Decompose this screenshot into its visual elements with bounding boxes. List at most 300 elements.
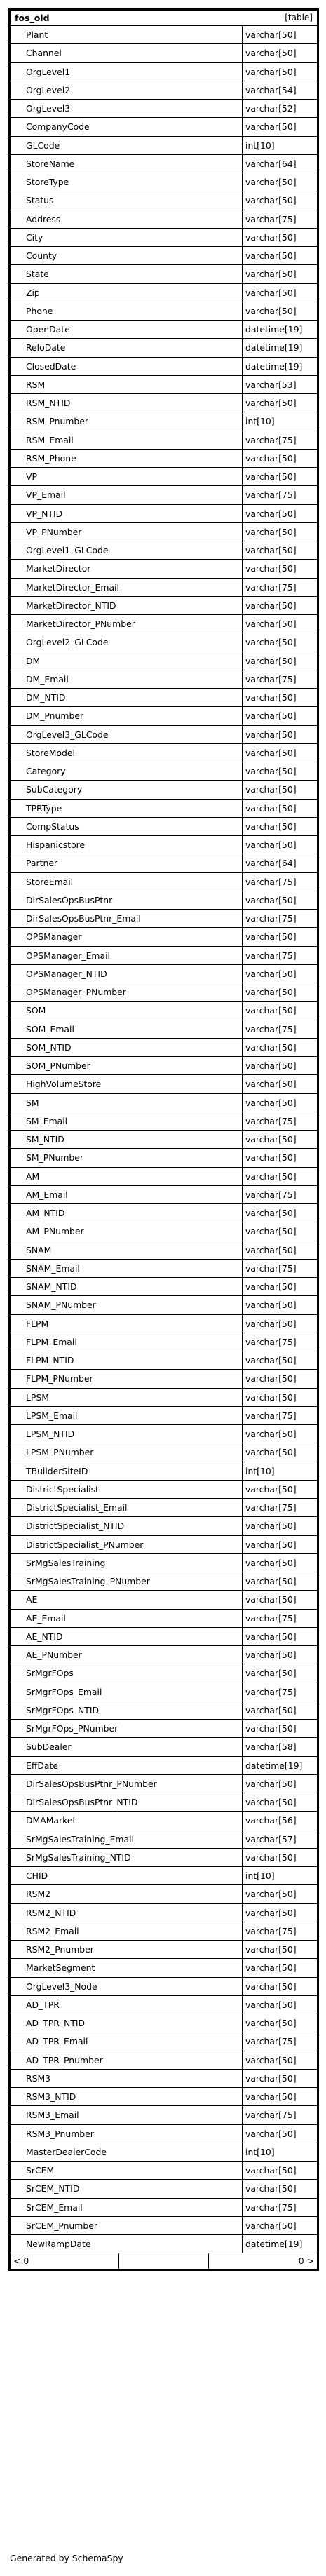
column-name[interactable]: DM: [23, 652, 243, 670]
column-row: [11, 1941, 317, 1959]
column-name[interactable]: RSM2_Pnumber: [23, 1941, 243, 1958]
column-type: varchar[50]: [245, 1576, 297, 1586]
column-type: varchar[50]: [245, 1723, 297, 1734]
column-marker: [11, 1536, 23, 1553]
column-marker: [11, 1978, 23, 1995]
column-type: varchar[50]: [245, 1539, 297, 1550]
column-name[interactable]: AD_TPR_Pnumber: [23, 2051, 243, 2069]
column-name[interactable]: RSM3_Pnumber: [23, 2125, 243, 2143]
column-marker: [11, 983, 23, 1001]
column-row: [11, 376, 317, 394]
column-name[interactable]: SOM_Email: [23, 1020, 243, 1038]
column-name[interactable]: AE: [23, 1591, 243, 1608]
column-marker: [11, 210, 23, 228]
column-row: [11, 137, 317, 155]
column-name[interactable]: FLPM_NTID: [23, 1351, 243, 1369]
column-name[interactable]: SNAM_Email: [23, 1260, 243, 1277]
column-name[interactable]: ReloDate: [23, 339, 243, 356]
column-marker: [11, 44, 23, 62]
column-row: [11, 560, 317, 578]
column-row: [11, 652, 317, 670]
column-type: varchar[54]: [245, 84, 297, 95]
column-name[interactable]: DirSalesOpsBusPtnr: [23, 891, 243, 909]
column-type: int[10]: [245, 416, 275, 427]
column-type: int[10]: [245, 2146, 275, 2157]
column-marker: [11, 81, 23, 99]
column-name[interactable]: LPSM_NTID: [23, 1425, 243, 1443]
column-marker: [11, 523, 23, 541]
column-marker: [11, 762, 23, 780]
column-name[interactable]: DistrictSpecialist: [23, 1481, 243, 1498]
column-type: varchar[64]: [245, 858, 297, 869]
column-name[interactable]: RSM: [23, 376, 243, 393]
column-name[interactable]: TPRType: [23, 800, 243, 817]
column-row: [11, 2217, 317, 2235]
column-name[interactable]: VP_NTID: [23, 505, 243, 522]
column-row: [11, 1904, 317, 1922]
column-name[interactable]: SrCEM_Pnumber: [23, 2217, 243, 2234]
column-name[interactable]: VP_PNumber: [23, 523, 243, 541]
column-marker: [11, 1443, 23, 1461]
table-name[interactable]: fos_old: [15, 12, 50, 23]
column-marker: [11, 744, 23, 762]
column-type: varchar[75]: [245, 2110, 297, 2121]
column-name[interactable]: State: [23, 265, 243, 283]
column-marker: [11, 541, 23, 559]
column-type: varchar[50]: [245, 526, 297, 537]
column-type: varchar[50]: [245, 1373, 297, 1384]
column-type: int[10]: [245, 1870, 275, 1881]
column-name[interactable]: Channel: [23, 44, 243, 62]
column-type: varchar[50]: [245, 305, 297, 316]
column-name[interactable]: SM: [23, 1094, 243, 1112]
column-type: int[10]: [245, 140, 275, 151]
column-name[interactable]: SrCEM_NTID: [23, 2180, 243, 2197]
column-type: varchar[50]: [245, 987, 297, 997]
column-type: datetime[19]: [245, 1760, 303, 1771]
column-row: [11, 1351, 317, 1370]
column-type: varchar[50]: [245, 1631, 297, 1642]
column-name[interactable]: SNAM: [23, 1241, 243, 1259]
column-row: [11, 1260, 317, 1278]
column-name[interactable]: RSM_NTID: [23, 394, 243, 412]
column-type: varchar[50]: [245, 1704, 297, 1715]
column-type: varchar[64]: [245, 158, 297, 169]
column-marker: [11, 781, 23, 798]
column-name[interactable]: OpenDate: [23, 321, 243, 338]
column-marker: [11, 1664, 23, 1682]
column-marker: [11, 1885, 23, 1903]
column-name[interactable]: LPSM_Email: [23, 1407, 243, 1424]
parents-count[interactable]: < 0: [11, 2253, 119, 2269]
column-row: [11, 321, 317, 339]
column-row: [11, 2032, 317, 2051]
column-type: varchar[50]: [245, 968, 297, 979]
column-name[interactable]: SrMgrFOps_NTID: [23, 1701, 243, 1719]
column-row: [11, 247, 317, 265]
column-row: [11, 505, 317, 523]
column-type: varchar[50]: [245, 1208, 297, 1218]
column-name[interactable]: VP_Email: [23, 486, 243, 504]
column-name[interactable]: MarketDirector_PNumber: [23, 615, 243, 633]
column-name[interactable]: MasterDealerCode: [23, 2143, 243, 2161]
column-type: varchar[75]: [245, 876, 297, 887]
column-name[interactable]: AM: [23, 1168, 243, 1185]
column-name[interactable]: LPSM: [23, 1389, 243, 1406]
column-name[interactable]: RSM3: [23, 2070, 243, 2087]
column-marker: [11, 1701, 23, 1719]
column-name[interactable]: SubDealer: [23, 1738, 243, 1755]
column-name[interactable]: DistrictSpecialist_Email: [23, 1499, 243, 1516]
column-name[interactable]: SOM_NTID: [23, 1039, 243, 1056]
column-marker: [11, 1241, 23, 1259]
column-type: varchar[52]: [245, 103, 297, 114]
column-row: [11, 1757, 317, 1775]
column-name[interactable]: SrMgSalesTraining_PNumber: [23, 1572, 243, 1590]
column-marker: [11, 1481, 23, 1498]
column-marker: [11, 486, 23, 504]
column-row: [11, 1204, 317, 1222]
column-name[interactable]: RSM_Phone: [23, 450, 243, 467]
column-type: varchar[50]: [245, 29, 297, 40]
column-type: varchar[50]: [245, 1889, 297, 1900]
column-name[interactable]: SOM: [23, 1002, 243, 1019]
column-row: [11, 1793, 317, 1812]
column-marker: [11, 1591, 23, 1608]
column-row: [11, 873, 317, 891]
column-name[interactable]: SrMgSalesTraining: [23, 1554, 243, 1572]
column-marker: [11, 2217, 23, 2234]
column-row: [11, 1849, 317, 1867]
column-row: [11, 836, 317, 854]
column-marker: [11, 1057, 23, 1074]
column-name[interactable]: AE_NTID: [23, 1628, 243, 1645]
column-row: [11, 1536, 317, 1554]
column-marker: [11, 2070, 23, 2087]
column-name[interactable]: OrgLevel2_GLCode: [23, 633, 243, 651]
column-name[interactable]: OrgLevel1_GLCode: [23, 541, 243, 559]
column-type: varchar[50]: [245, 839, 297, 850]
column-name[interactable]: RSM3_Email: [23, 2106, 243, 2124]
column-name[interactable]: DistrictSpecialist_PNumber: [23, 1536, 243, 1553]
column-marker: [11, 1830, 23, 1848]
column-marker: [11, 2032, 23, 2050]
column-type: varchar[50]: [245, 1429, 297, 1439]
column-marker: [11, 1351, 23, 1369]
column-row: [11, 854, 317, 872]
column-row: [11, 1481, 317, 1499]
column-type: varchar[50]: [245, 121, 297, 133]
column-row: [11, 1002, 317, 1020]
column-name[interactable]: City: [23, 229, 243, 246]
column-name[interactable]: FLPM_Email: [23, 1333, 243, 1351]
column-marker: [11, 1646, 23, 1664]
column-marker: [11, 394, 23, 412]
column-name[interactable]: RSM_Pnumber: [23, 412, 243, 430]
column-row: [11, 1885, 317, 1903]
column-row: [11, 1867, 317, 1885]
column-name[interactable]: SrCEM_Email: [23, 2199, 243, 2216]
column-type: varchar[75]: [245, 1262, 297, 1274]
column-type: varchar[50]: [245, 1852, 297, 1863]
column-name[interactable]: SrMgSalesTraining_NTID: [23, 1849, 243, 1866]
children-count[interactable]: 0 >: [298, 2255, 314, 2267]
column-name[interactable]: OrgLevel3: [23, 100, 243, 117]
column-name[interactable]: Phone: [23, 302, 243, 320]
column-name[interactable]: SNAM_PNumber: [23, 1296, 243, 1314]
column-row: [11, 1389, 317, 1407]
column-type: varchar[50]: [245, 471, 297, 482]
column-name[interactable]: RSM3_NTID: [23, 2088, 243, 2105]
column-row: [11, 781, 317, 799]
column-name[interactable]: AM_PNumber: [23, 1222, 243, 1240]
column-type: varchar[50]: [245, 287, 297, 298]
column-name[interactable]: AE_PNumber: [23, 1646, 243, 1664]
column-type: varchar[75]: [245, 434, 297, 445]
column-name[interactable]: FLPM: [23, 1315, 243, 1333]
column-row: [11, 1333, 317, 1351]
column-type: varchar[50]: [245, 269, 297, 280]
column-row: [11, 229, 317, 247]
column-name[interactable]: NewRampDate: [23, 2235, 243, 2253]
column-marker: [11, 1204, 23, 1222]
column-name[interactable]: Address: [23, 210, 243, 228]
column-marker: [11, 1112, 23, 1130]
generator-credit: Generated by SchemaSpy: [10, 2553, 123, 2563]
column-name[interactable]: SM_PNumber: [23, 1149, 243, 1166]
column-row: [11, 2180, 317, 2198]
column-name[interactable]: VP: [23, 468, 243, 485]
column-name[interactable]: AD_TPR: [23, 1996, 243, 2014]
column-marker: [11, 1904, 23, 1922]
column-name[interactable]: SM_NTID: [23, 1131, 243, 1148]
column-type: varchar[50]: [245, 931, 297, 943]
column-name[interactable]: DM_Email: [23, 670, 243, 688]
column-type: varchar[50]: [245, 452, 297, 464]
column-row: [11, 579, 317, 597]
column-name[interactable]: SrMgSalesTraining_Email: [23, 1830, 243, 1848]
column-name[interactable]: SM_Email: [23, 1112, 243, 1130]
column-name[interactable]: Partner: [23, 854, 243, 872]
column-row: [11, 468, 317, 486]
column-name[interactable]: OPSManager_PNumber: [23, 983, 243, 1001]
column-name[interactable]: AD_TPR_NTID: [23, 2014, 243, 2032]
column-marker: [11, 965, 23, 983]
column-name[interactable]: OrgLevel3_GLCode: [23, 726, 243, 743]
column-name[interactable]: MarketDirector_NTID: [23, 597, 243, 614]
column-name[interactable]: SrMgrFOps_Email: [23, 1683, 243, 1701]
column-marker: [11, 1683, 23, 1701]
column-name[interactable]: LPSM_PNumber: [23, 1443, 243, 1461]
column-row: [11, 1315, 317, 1333]
column-name[interactable]: HighVolumeStore: [23, 1075, 243, 1093]
column-row: [11, 1701, 317, 1720]
column-row: [11, 1996, 317, 2014]
column-name[interactable]: Plant: [23, 26, 243, 43]
column-name[interactable]: DirSalesOpsBusPtnr_PNumber: [23, 1775, 243, 1793]
column-name[interactable]: OrgLevel2: [23, 81, 243, 99]
column-type: varchar[50]: [245, 894, 297, 905]
column-type: varchar[50]: [245, 1005, 297, 1016]
column-name[interactable]: SrMgrFOps: [23, 1664, 243, 1682]
column-name[interactable]: CHID: [23, 1867, 243, 1884]
column-name[interactable]: GLCode: [23, 137, 243, 154]
column-row: [11, 1296, 317, 1314]
column-type: varchar[75]: [245, 1336, 297, 1347]
column-marker: [11, 1315, 23, 1333]
column-name[interactable]: ClosedDate: [23, 358, 243, 375]
column-name[interactable]: SrCEM: [23, 2162, 243, 2179]
column-name[interactable]: AM_Email: [23, 1186, 243, 1203]
column-marker: [11, 284, 23, 302]
column-type: varchar[53]: [245, 379, 297, 390]
column-name[interactable]: Status: [23, 191, 243, 209]
column-row: [11, 707, 317, 725]
column-type: varchar[75]: [245, 1023, 297, 1034]
column-row: [11, 284, 317, 302]
column-type: varchar[50]: [245, 545, 297, 555]
column-row: [11, 1112, 317, 1131]
column-marker: [11, 2014, 23, 2032]
column-name[interactable]: TBuilderSiteID: [23, 1462, 243, 1480]
column-name[interactable]: MarketDirector_Email: [23, 579, 243, 596]
column-marker: [11, 2180, 23, 2197]
column-marker: [11, 1941, 23, 1958]
column-row: [11, 1443, 317, 1462]
column-marker: [11, 1222, 23, 1240]
column-type: varchar[50]: [245, 821, 297, 832]
column-name[interactable]: AD_TPR_Email: [23, 2032, 243, 2050]
column-row: [11, 1922, 317, 1941]
column-name[interactable]: AM_NTID: [23, 1204, 243, 1222]
column-name[interactable]: DMAMarket: [23, 1812, 243, 1829]
column-name[interactable]: DM_NTID: [23, 689, 243, 706]
column-name[interactable]: RSM2_Email: [23, 1922, 243, 1940]
column-name[interactable]: EffDate: [23, 1757, 243, 1774]
column-row: [11, 1075, 317, 1093]
column-row: [11, 1517, 317, 1535]
column-name[interactable]: StoreEmail: [23, 873, 243, 891]
column-name[interactable]: DistrictSpecialist_NTID: [23, 1517, 243, 1535]
column-name[interactable]: Category: [23, 762, 243, 780]
column-type: varchar[75]: [245, 2036, 297, 2047]
column-name[interactable]: County: [23, 247, 243, 264]
column-type: varchar[75]: [245, 1502, 297, 1513]
column-name[interactable]: CompStatus: [23, 818, 243, 835]
column-row: [11, 1186, 317, 1204]
column-row: [11, 26, 317, 44]
column-marker: [11, 2162, 23, 2179]
column-list: [11, 26, 317, 2253]
column-name[interactable]: OrgLevel3_Node: [23, 1978, 243, 1995]
column-marker: [11, 947, 23, 964]
column-row: [11, 670, 317, 689]
column-type: varchar[50]: [245, 250, 297, 261]
table-box: [8, 8, 319, 2271]
column-marker: [11, 412, 23, 430]
column-name[interactable]: DM_Pnumber: [23, 707, 243, 724]
column-name[interactable]: Hispanicstore: [23, 836, 243, 854]
column-marker: [11, 836, 23, 854]
column-name[interactable]: SNAM_NTID: [23, 1278, 243, 1295]
column-name[interactable]: OrgLevel1: [23, 63, 243, 81]
column-name[interactable]: SrMgrFOps_PNumber: [23, 1720, 243, 1737]
column-type: varchar[75]: [245, 913, 297, 924]
column-row: [11, 191, 317, 210]
column-name[interactable]: DirSalesOpsBusPtnr_Email: [23, 910, 243, 927]
column-name[interactable]: StoreModel: [23, 744, 243, 762]
column-marker: [11, 1849, 23, 1866]
column-marker: [11, 1333, 23, 1351]
column-type: varchar[50]: [245, 1778, 297, 1789]
column-marker: [11, 450, 23, 467]
column-type: varchar[50]: [245, 1300, 297, 1311]
column-name[interactable]: StoreName: [23, 155, 243, 173]
column-name[interactable]: MarketSegment: [23, 1959, 243, 1976]
column-name[interactable]: Zip: [23, 284, 243, 302]
column-row: [11, 597, 317, 615]
column-row: [11, 1407, 317, 1425]
column-name[interactable]: OPSManager_Email: [23, 947, 243, 964]
column-marker: [11, 1039, 23, 1056]
column-name[interactable]: SOM_PNumber: [23, 1057, 243, 1074]
column-marker: [11, 1020, 23, 1038]
column-row: [11, 1959, 317, 1977]
column-marker: [11, 800, 23, 817]
column-row: [11, 633, 317, 652]
column-name[interactable]: OPSManager: [23, 928, 243, 945]
column-row: [11, 155, 317, 173]
column-marker: [11, 560, 23, 577]
column-type: datetime[19]: [245, 360, 303, 372]
column-marker: [11, 1002, 23, 1019]
column-name[interactable]: DirSalesOpsBusPtnr_NTID: [23, 1793, 243, 1811]
column-marker: [11, 1462, 23, 1480]
column-type: varchar[75]: [245, 490, 297, 501]
column-row: [11, 358, 317, 376]
column-marker: [11, 2199, 23, 2216]
column-name[interactable]: StoreType: [23, 173, 243, 191]
column-row: [11, 1370, 317, 1388]
column-name[interactable]: MarketDirector: [23, 560, 243, 577]
column-name[interactable]: RSM2: [23, 1885, 243, 1903]
column-type: varchar[50]: [245, 1281, 297, 1292]
column-name[interactable]: SubCategory: [23, 781, 243, 798]
column-type: varchar[50]: [245, 802, 297, 814]
column-type: varchar[50]: [245, 1668, 297, 1679]
column-marker: [11, 854, 23, 872]
column-type: varchar[50]: [245, 195, 297, 206]
column-type: varchar[50]: [245, 231, 297, 243]
column-row: [11, 1149, 317, 1167]
column-name[interactable]: FLPM_PNumber: [23, 1370, 243, 1387]
column-name[interactable]: RSM2_NTID: [23, 1904, 243, 1922]
column-marker: [11, 137, 23, 154]
footer-spacer: [119, 2253, 209, 2269]
column-row: [11, 63, 317, 81]
column-name[interactable]: CompanyCode: [23, 118, 243, 135]
column-name[interactable]: RSM_Email: [23, 431, 243, 449]
column-marker: [11, 1499, 23, 1516]
column-row: [11, 615, 317, 633]
column-name[interactable]: OPSManager_NTID: [23, 965, 243, 983]
column-name[interactable]: AE_Email: [23, 1610, 243, 1627]
column-type: varchar[50]: [245, 2091, 297, 2102]
column-row: [11, 486, 317, 504]
column-marker: [11, 707, 23, 724]
column-type: varchar[50]: [245, 1226, 297, 1237]
column-type: varchar[50]: [245, 1650, 297, 1660]
